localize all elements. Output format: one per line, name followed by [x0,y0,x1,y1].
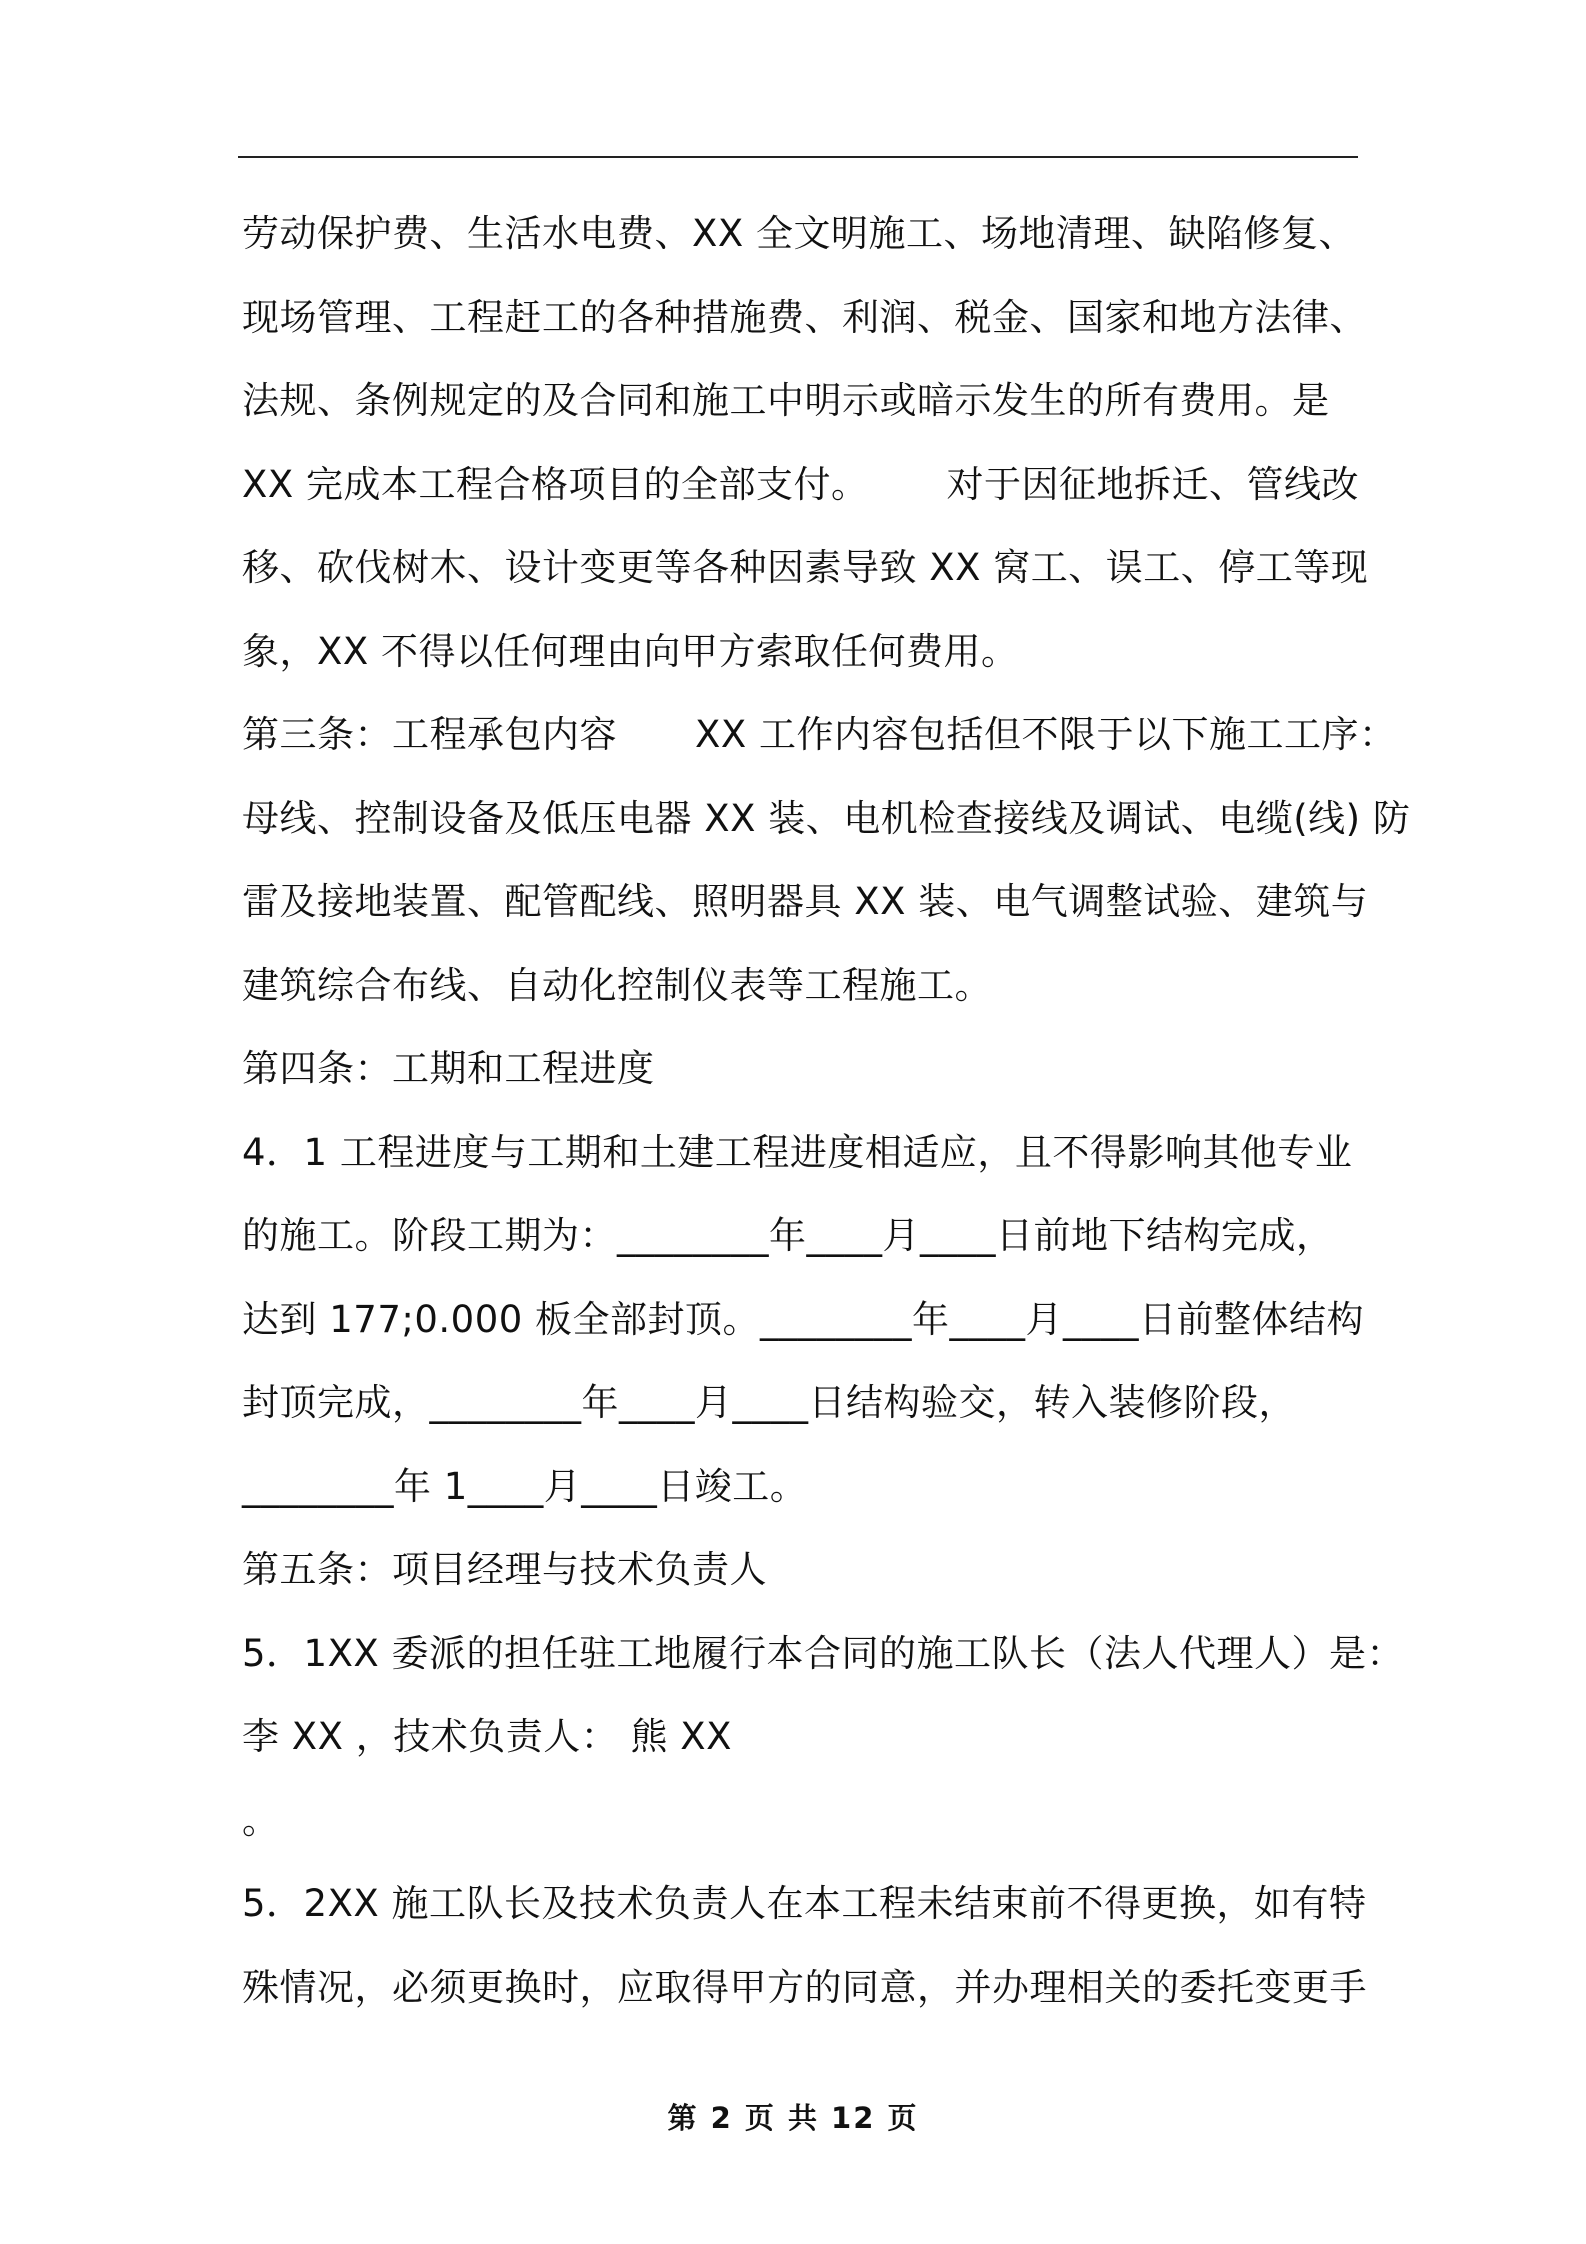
text-segment: XX 完成本工程合格项目的全部支付。 [242,462,869,506]
text-segment: 对于因征地拆迁、管线改 [946,462,1359,506]
text-segment: XX 工作内容包括但不限于以下施工工序： [695,713,1397,756]
text-line [242,443,1372,527]
text-line: 5．2XX 施工队长及技术负责人在本工程未结束前不得更换，如有特 [242,1882,1367,1925]
section-heading: 第四条：工期和工程进度 [242,1047,655,1090]
text-line: 建筑综合布线、自动化控制仪表等工程施工。 [242,963,992,1007]
text-line: 达到 177;0.000 板全部封顶。________年____月____日前整体结构 [242,1297,1365,1341]
page-number-footer: 第 2 页 共 12 页 [667,2101,919,2135]
text-line: 殊情况，必须更换时，应取得甲方的同意，并办理相关的委托变更手 [242,1965,1367,2009]
text-line: 5．1XX 委派的担任驻工地履行本合同的施工队长（法人代理人）是： [242,1631,1405,1675]
text-line: 李 XX ，技术负责人： 熊 XX [242,1715,732,1758]
section-heading: 第五条：项目经理与技术负责人 [242,1548,767,1591]
text-line: 。 [242,1798,280,1842]
text-line: 现场管理、工程赶工的各种措施费、利润、税金、国家和地方法律、 [242,295,1367,339]
text-line: ________年 1____月____日竣工。 [242,1464,808,1508]
section-heading-line [242,693,1397,777]
text-line: 封顶完成，________年____月____日结构验交，转入装修阶段， [242,1381,1296,1424]
text-line: 的施工。阶段工期为：________年____月____日前地下结构完成， [242,1214,1334,1257]
text-line: 劳动保护费、生活水电费、XX 全文明施工、场地清理、缺陷修复、 [242,212,1356,255]
text-line: 法规、条例规定的及合同和施工中明示或暗示发生的所有费用。是 [242,379,1330,422]
document-body [242,192,1411,2029]
text-line: 母线、控制设备及低压电器 XX 装、电机检查接线及调试、电缆(线) 防 [242,796,1411,840]
text-line: 象，XX 不得以任何理由向甲方索取任何费用。 [242,629,1019,673]
text-line: 4．1 工程进度与工期和土建工程进度相适应，且不得影响其他专业 [242,1130,1353,1174]
text-line: 移、砍伐树木、设计变更等各种因素导致 XX 窝工、误工、停工等现 [242,546,1369,589]
text-line: 雷及接地装置、配管配线、照明器具 XX 装、电气调整试验、建筑与 [242,880,1369,923]
section-heading: 第三条：工程承包内容 [242,713,617,756]
header-rule [238,156,1358,158]
